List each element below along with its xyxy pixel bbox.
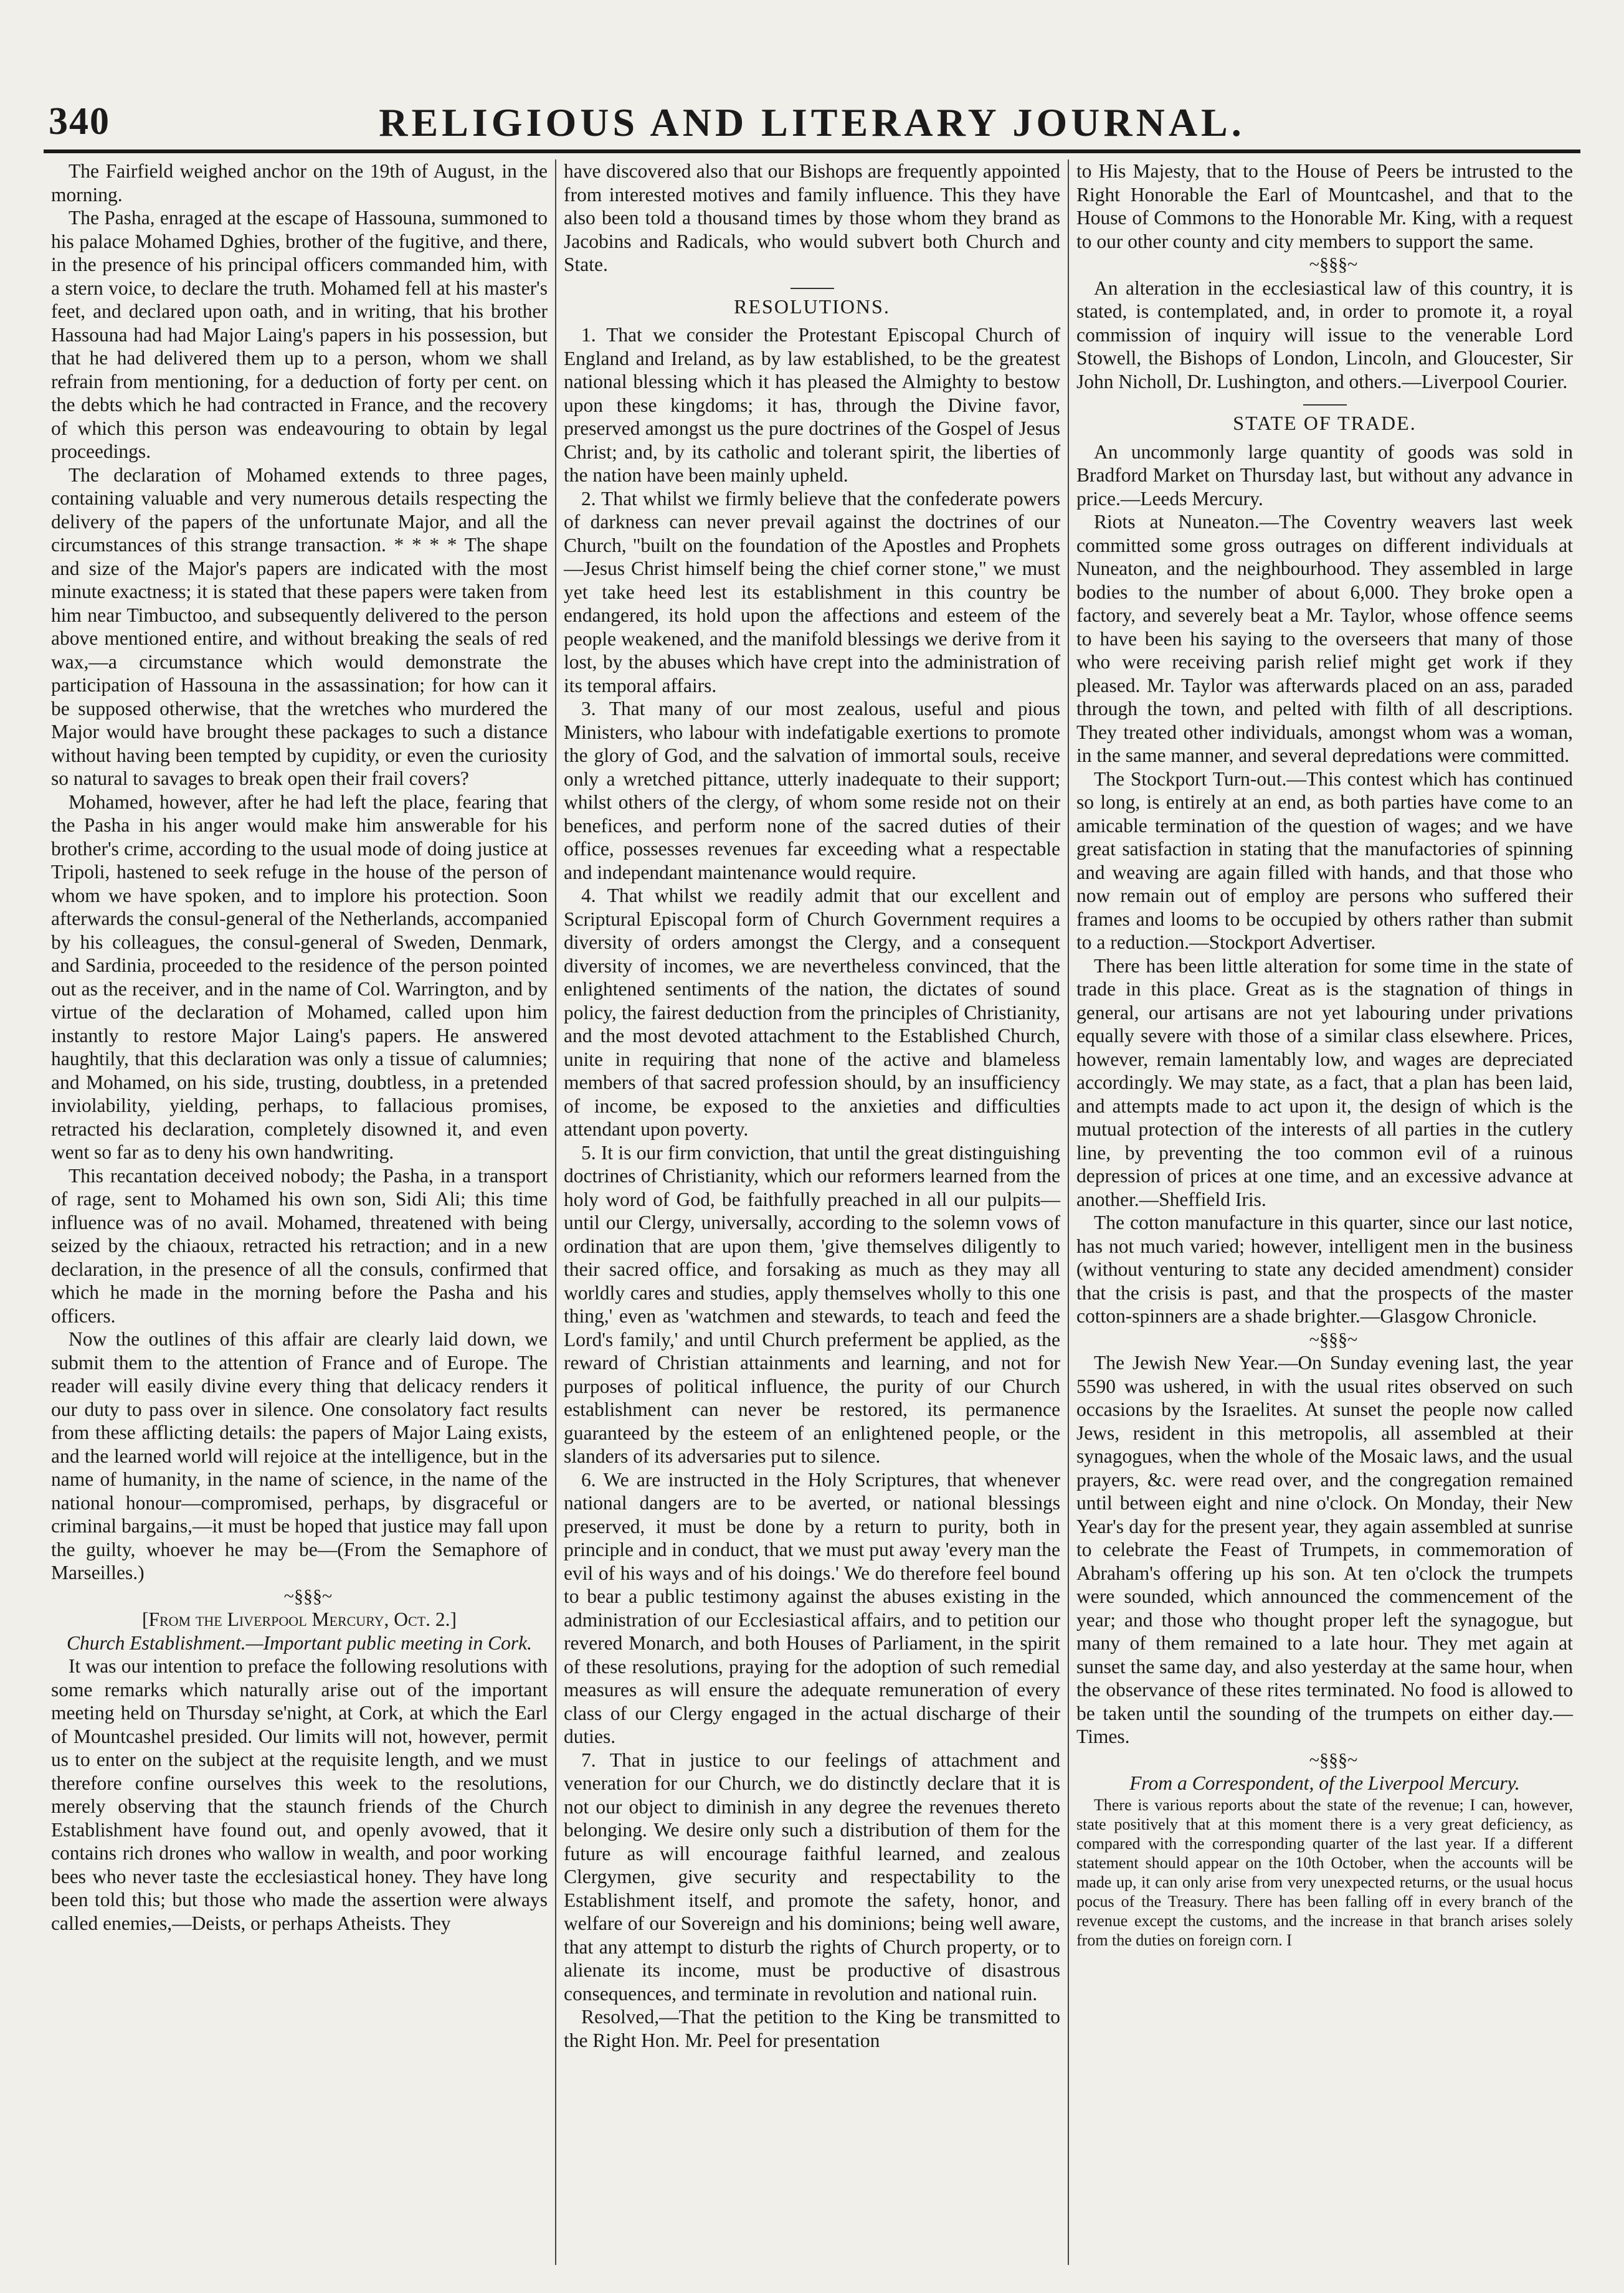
paragraph: to His Majesty, that to the House of Peers be intrusted to the Right Honorable the Earl of Mountcashel, and that to the House of Commons to the Honorable Mr. King, with a request to our other county and city members to support the same. bbox=[1076, 160, 1573, 252]
section-ornament: ~§§§~ bbox=[1309, 1749, 1358, 1770]
paragraph: Mohamed, however, after he had left the place, fearing that the Pasha in his anger would make him answerable for his brother's crime, according to the usual mode of doing justice at Tripoli, hastened to seek refuge in the house of the person of whom we have spoken, and to implore his protection. Soon afterwards the consul-general of the Netherlands, accompanied by his colleagues, the consul-general of Sweden, Denmark, and Sardinia, proceeded to the residence of the person pointed out as the receiver, and in the name of Col. Warrington, and by virtue of the declaration of Mohamed, called upon him instantly to restore Major Laing's papers. He answered haughtily, that this declaration was only a tissue of calumnies; and Mohamed, on his side, trusting, doubtless, in a pretended inviolability, yielding, perhaps, to fallacious promises, retracted his declaration, completely disowned it, and even went so far as to deny his own handwriting. bbox=[51, 790, 548, 1163]
paragraph: The cotton manufacture in this quarter, since our last notice, has not much varied; however, intelligent men in the business (without venturing to state any decided amendment) consider that the crisis is past, and that the prospects of the master cotton-spinners are a shade brighter.—Glasgow Chronicle. bbox=[1076, 1212, 1573, 1327]
paragraph: The Pasha, enraged at the escape of Hassouna, summoned to his palace Mohamed Dghies, brother of the fugitive, and there, in the presence of his principal officers commanded him, with a stern voice, to declare the truth. Mohamed fell at his master's feet, and declared upon oath, and in writing, that his brother Hassouna had had Major Laing's papers in his possession, but that he had delivered them up to a person, whom we shall refrain from mentioning, for a deduction of forty per cent. on the debts which he had contracted in France, and the recovery of which this person was endeavouring to obtain by legal proceedings. bbox=[51, 207, 548, 462]
column-3 bbox=[1068, 159, 1580, 2265]
paragraph: An alteration in the ecclesiastical law of this country, it is stated, is contemplated, and, in order to promote it, a royal commission of inquiry will issue to the venerable Lord Stowell, the Bishops of London, Lincoln, and Gloucester, Sir John Nicholl, Dr. Lushington, and others.—Liverpool Courier. bbox=[1076, 277, 1573, 392]
column-1 bbox=[44, 159, 555, 2265]
section-ornament: ~§§§~ bbox=[283, 1585, 333, 1607]
source-line: [From the Liverpool Mercury, Oct. 2.] bbox=[141, 1608, 457, 1630]
resolution: 2. That whilst we firmly believe that the confederate powers of darkness can never prevail against the doctrines of our Church, "built on the foundation of the Apostles and Prophets—Jesus Christ himself being the chief corner stone," we must yet take heed lest its establishment in this country be endangered, its hold upon the affections and esteem of the people weakened, and the manifold blessings we derive from it lost, by the abuses which have crept into the administration of its temporal affairs. bbox=[564, 487, 1060, 696]
resolved-paragraph: Resolved,—That the petition to the King be transmitted to the Right Hon. Mr. Peel for presentation bbox=[564, 2006, 1060, 2051]
section-heading bbox=[564, 288, 1060, 319]
paragraph: have discovered also that our Bishops are frequently appointed from interested motives and family influence. This they have also been told a thousand times by those whom they brand as Jacobins and Radicals, who would subvert both Church and State. bbox=[564, 160, 1060, 275]
section-ornament: ~§§§~ bbox=[1309, 1329, 1358, 1350]
journal-title: RELIGIOUS AND LITERARY JOURNAL. bbox=[379, 100, 1245, 145]
paragraph: This recantation deceived nobody; the Pasha, in a transport of rage, sent to Mohamed his own son, Sidi Ali; this time influence was of no avail. Mohamed, threatened with being seized by the chiaoux, retracted his retraction; and in a new declaration, in the presence of all the consuls, confirmed that which he made in the morning before the Pasha and his officers. bbox=[51, 1164, 548, 1327]
subheading: Church Establishment.—Important public meeting in Cork. bbox=[67, 1631, 532, 1654]
paragraph: The declaration of Mohamed extends to three pages, containing valuable and very numerous details respecting the delivery of the papers of the unfortunate Major, and all the circumstances of this strange transaction. * * * * The shape and size of the Major's papers are indicated with the most minute exactness; it is stated that these papers were taken from him near Timbuctoo, and subsequently delivered to the person above mentioned entire, and without breaking the seals of red wax,—a circumstance which would demonstrate the participation of Hassouna in the assassination; for how can it be supposed otherwise, that the wretches who murdered the Major would have brought these packages to such a distance without having been tempted by cupidity, or even the curiosity so natural to savages to break open their frail covers? bbox=[51, 463, 548, 789]
paragraph: The Fairfield weighed anchor on the 19th of August, in the morning. bbox=[51, 160, 548, 206]
resolution: 7. That in justice to our feelings of attachment and veneration for our Church, we do distinctly declare that it is not our object to diminish in any degree the revenues thereto belonging. We desire only such a distribution of them for the future as will encourage faithful learned, and zealous Clergymen, give security and respectability to the Establishment itself, and promote the safety, honor, and welfare of our Sovereign and his dominions; being well aware, that any attempt to disturb the rights of Church property, or to alienate its income, must be productive of disastrous consequences, and terminate in revolution and national ruin. bbox=[564, 1749, 1060, 2005]
article-columns bbox=[44, 159, 1580, 2265]
resolution: 3. That many of our most zealous, useful and pious Ministers, who labour with indefatigable exertions to promote the glory of God, and the salvation of immortal souls, receive only a wretched pittance, utterly inadequate to their support; whilst others of the clergy, of whom some reside not on their benefices, and perform none of the sacred duties of their office, possesses revenues far exceeding what a respectable and independant maintenance would require. bbox=[564, 698, 1060, 883]
heading-text: RESOLUTIONS. bbox=[734, 295, 890, 318]
section-ornament: ~§§§~ bbox=[1309, 254, 1358, 275]
page-header bbox=[44, 93, 1580, 153]
heading-rule bbox=[1303, 404, 1347, 406]
resolution: 4. That whilst we readily admit that our excellent and Scriptural Episcopal form of Church Government requires a diversity of orders amongst the Clergy, and a consequent diversity of incomes, we are nevertheless convinced, that the enlightened sentiments of the nation, the dictates of sound policy, the fairest deduction from the principles of Christianity, and the most devoted attachment to the Established Church, unite in requiring that none of the active and blameless members of that sacred profession should, by an insufficiency of income, be exposed to the anxieties and difficulties attendant upon poverty. bbox=[564, 885, 1060, 1140]
paragraph: It was our intention to preface the following resolutions with some remarks which naturally arise out of the important meeting held on Thursday se'night, at Cork, at which the Earl of Mountcashel presided. Our limits will not, however, permit us to enter on the subject at the requisite length, and we must therefore confine ourselves this week to the resolutions, merely observing that the staunch friends of the Church Establishment have found out, and openly avowed, that it contains rich drones who wallow in wealth, and poor working bees who never taste the ecclesiastical honey. They have long been told this; but those who made the assertion were always called enemies,—Deists, or perhaps Atheists. They bbox=[51, 1655, 548, 1934]
column-2 bbox=[555, 159, 1068, 2265]
paragraph: Now the outlines of this affair are clearly laid down, we submit them to the attention of France and of Europe. The reader will easily divine every thing that delicacy renders it our duty to pass over in silence. One consolatory fact results from these afflicting details: the papers of Major Laing exists, and the learned world will rejoice at the intelligence, but in the name of humanity, in the name of science, in the name of the national honour—compromised, perhaps, by disgraceful or criminal bargains,—it must be hoped that justice may fall upon the guilty, whoever he may be—(From the Semaphore of Marseilles.) bbox=[51, 1328, 548, 1583]
paragraph: There is various reports about the state of the revenue; I can, however, state positively that at this moment there is a very great deficiency, as compared with the corresponding quarter of the last year. If a different statement should appear on the 10th October, when the accounts will be made up, it can only arise from very unexpected returns, or the usual hocus pocus of the Treasury. There has been falling off in every branch of the revenue except the customs, and the increase in that branch arises solely from the duties on foreign corn. I bbox=[1076, 1795, 1573, 1949]
paragraph: The Jewish New Year.—On Sunday evening last, the year 5590 was ushered, in with the usual rites observed on such occasions by the Israelites. At sunset the people now called Jews, resident in this metropolis, all assembled at their synagogues, when the whole of the Mosaic laws, and the usual prayers, &c. were read over, and the congregation remained until between eight and nine o'clock. On Monday, their New Year's day for the present year, they again assembled at sunrise to celebrate the Feast of Trumpets, in commemoration of Abraham's offering up his son. At ten o'clock the trumpets were sounded, which announced the commencement of the year; and those who thought proper left the synagogue, but many of them remained to a late hour. They met again at sunset the same day, and also yesterday at the same hour, when the observance of these rites terminated. No food is allowed to be taken until the sounding of the trumpets on either day.—Times. bbox=[1076, 1352, 1573, 1747]
paragraph: Riots at Nuneaton.—The Coventry weavers last week committed some gross outrages on different individuals at Nuneaton, and the neighbourhood. They assembled in large bodies to the number of about 6,000. They broke open a factory, and severely beat a Mr. Taylor, whose offence seems to have been his saying to the overseers that many of those who were receiving parish relief might get work if they pleased. Mr. Taylor was afterwards placed on an ass, paraded through the town, and pelted with filth of all descriptions. They treated other individuals, amongst whom was a woman, in the same manner, and several depredations were committed. bbox=[1076, 511, 1573, 766]
paragraph: There has been little alteration for some time in the state of trade in this place. Great as is the stagnation of things in general, our artisans are not yet labouring under privations equally severe with those of a similar class elsewhere. Prices, however, remain lamentably low, and wages are depreciated accordingly. We may state, as a fact, that a plan has been laid, and attempts made to act upon it, the design of which is the mutual protection of the interests of all parties in the cutlery line, by preventing the too common evil of a ruinous depression of prices at one time, and an excessive advance at another.—Sheffield Iris. bbox=[1076, 954, 1573, 1210]
resolution: 5. It is our firm conviction, that until the great distinguishing doctrines of Christianity, which our reformers learned from the holy word of God, be faithfully preached in all our pulpits—until our Clergy, universally, according to the solemn vows of ordination that are upon them, 'give themselves diligently to their sacred office, and forsaking as much as they may all worldly cares and studies, apply themselves wholly to this one thing,' even as 'watchmen and stewards, to teach and feed the Lord's family,' and until Church preferment be applied, as the reward of Christian attainments and learning, and not for purposes of political influence, the purity of our Church establishment can never be restored, its permanence guaranteed by the esteem of an enlightened people, or the slanders of its adversaries put to silence. bbox=[564, 1141, 1060, 1467]
heading-rule bbox=[791, 288, 834, 289]
paragraph: An uncommonly large quantity of goods was sold in Bradford Market on Thursday last, but without any advance in price.—Leeds Mercury. bbox=[1076, 440, 1573, 510]
section-heading bbox=[1076, 404, 1573, 435]
resolution: 1. That we consider the Protestant Episcopal Church of England and Ireland, as by law established, to be the greatest national blessing which it has pleased the Almighty to bestow upon these kingdoms; it has, through the Divine favor, preserved amongst us the pure doctrines of the Gospel of Jesus Christ; and, by its catholic and tolerant spirit, the liberties of the nation have been mainly upheld. bbox=[564, 324, 1060, 486]
heading-text: STATE OF TRADE. bbox=[1233, 412, 1417, 434]
page-number: 340 bbox=[49, 100, 110, 143]
paragraph: The Stockport Turn-out.—This contest which has continued so long, is entirely at an end, as both parties have come to an amicable termination of the question of wages; and we have great satisfaction in stating that the manufactories of spinning and weaving are again filled with hands, and that those who now remain out of employ are persons who suffered their frames and looms to be occupied by others rather than submit to a reduction.—Stockport Advertiser. bbox=[1076, 767, 1573, 953]
subheading: From a Correspondent, of the Liverpool Mercury. bbox=[1129, 1772, 1520, 1794]
resolution: 6. We are instructed in the Holy Scriptures, that whenever national dangers are to be averted, or national blessings preserved, it must be done by a return to purity, both in principle and in conduct, that we must put away 'every man the evil of his ways and of his doings.' We do therefore feel bound to bear a public testimony against the abuses existing in the administration of our Ecclesiastical affairs, and to petition our revered Monarch, and both Houses of Parliament, in the spirit of these resolutions, praying for the adoption of such remedial measures as will ensure the adequate remuneration of every class of our Clergy engaged in the actual discharge of their duties. bbox=[564, 1468, 1060, 1747]
